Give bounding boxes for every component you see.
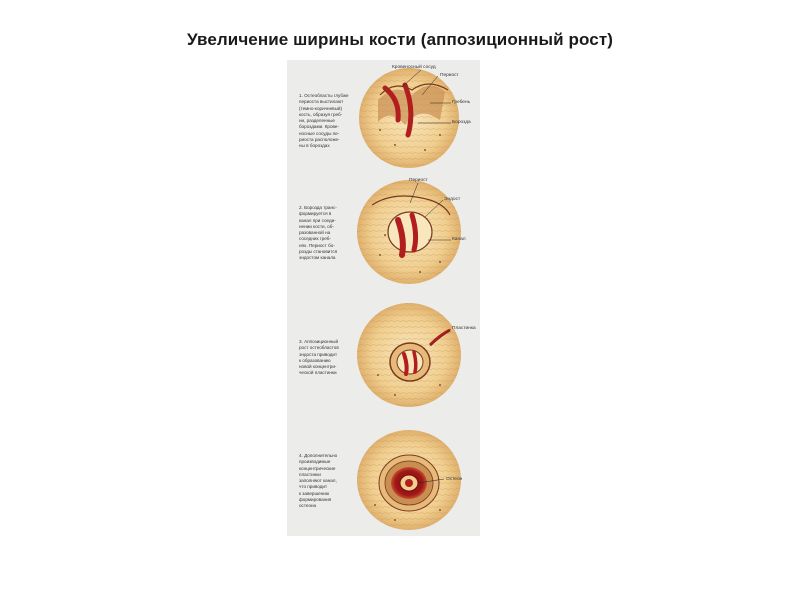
step-4-text: 4. Дополнительно производимые концентрические пластинки заполняют канал, что приводит к завершению формирования остеона xyxy=(299,453,338,509)
label-lamella: Пластинка xyxy=(452,326,476,331)
label-blood-vessel: Кровеносный сосуд xyxy=(392,65,436,70)
label-canal: Канал xyxy=(452,237,466,242)
step-2-text: 2. Борозда транс- формируется в канал при соеди- нении кости, об- разованной на соседних греб- нях. Периост бо- розды становится эндостом канала xyxy=(299,205,338,261)
label-ridge: Гребень xyxy=(452,100,471,105)
label-osteon: Остеон xyxy=(446,477,463,482)
label-periosteum-2: Периост xyxy=(409,178,428,183)
step-1-text: 1. Остеобласты глубже периоста выстилают (темно-коричневый) кость, образуя греб- ни, разделенные бороздами. Крове- носные сосуды пе- риоста расположе- ны в бороздах xyxy=(299,93,349,149)
slide-title: Увеличение ширины кости (аппозиционный рост) xyxy=(186,30,614,49)
step-2-illustration xyxy=(357,180,461,284)
label-endosteum: Эндост xyxy=(444,197,461,202)
label-periosteum-1: Периост xyxy=(440,73,459,78)
label-groove: Борозда xyxy=(452,120,471,125)
step-1-illustration xyxy=(359,68,459,168)
step-3-illustration xyxy=(357,303,461,407)
step-3-text: 3. Аппозиционный рост остеобластов эндоста приводит к образованию новой концентри- ческой пластинки xyxy=(299,339,339,376)
